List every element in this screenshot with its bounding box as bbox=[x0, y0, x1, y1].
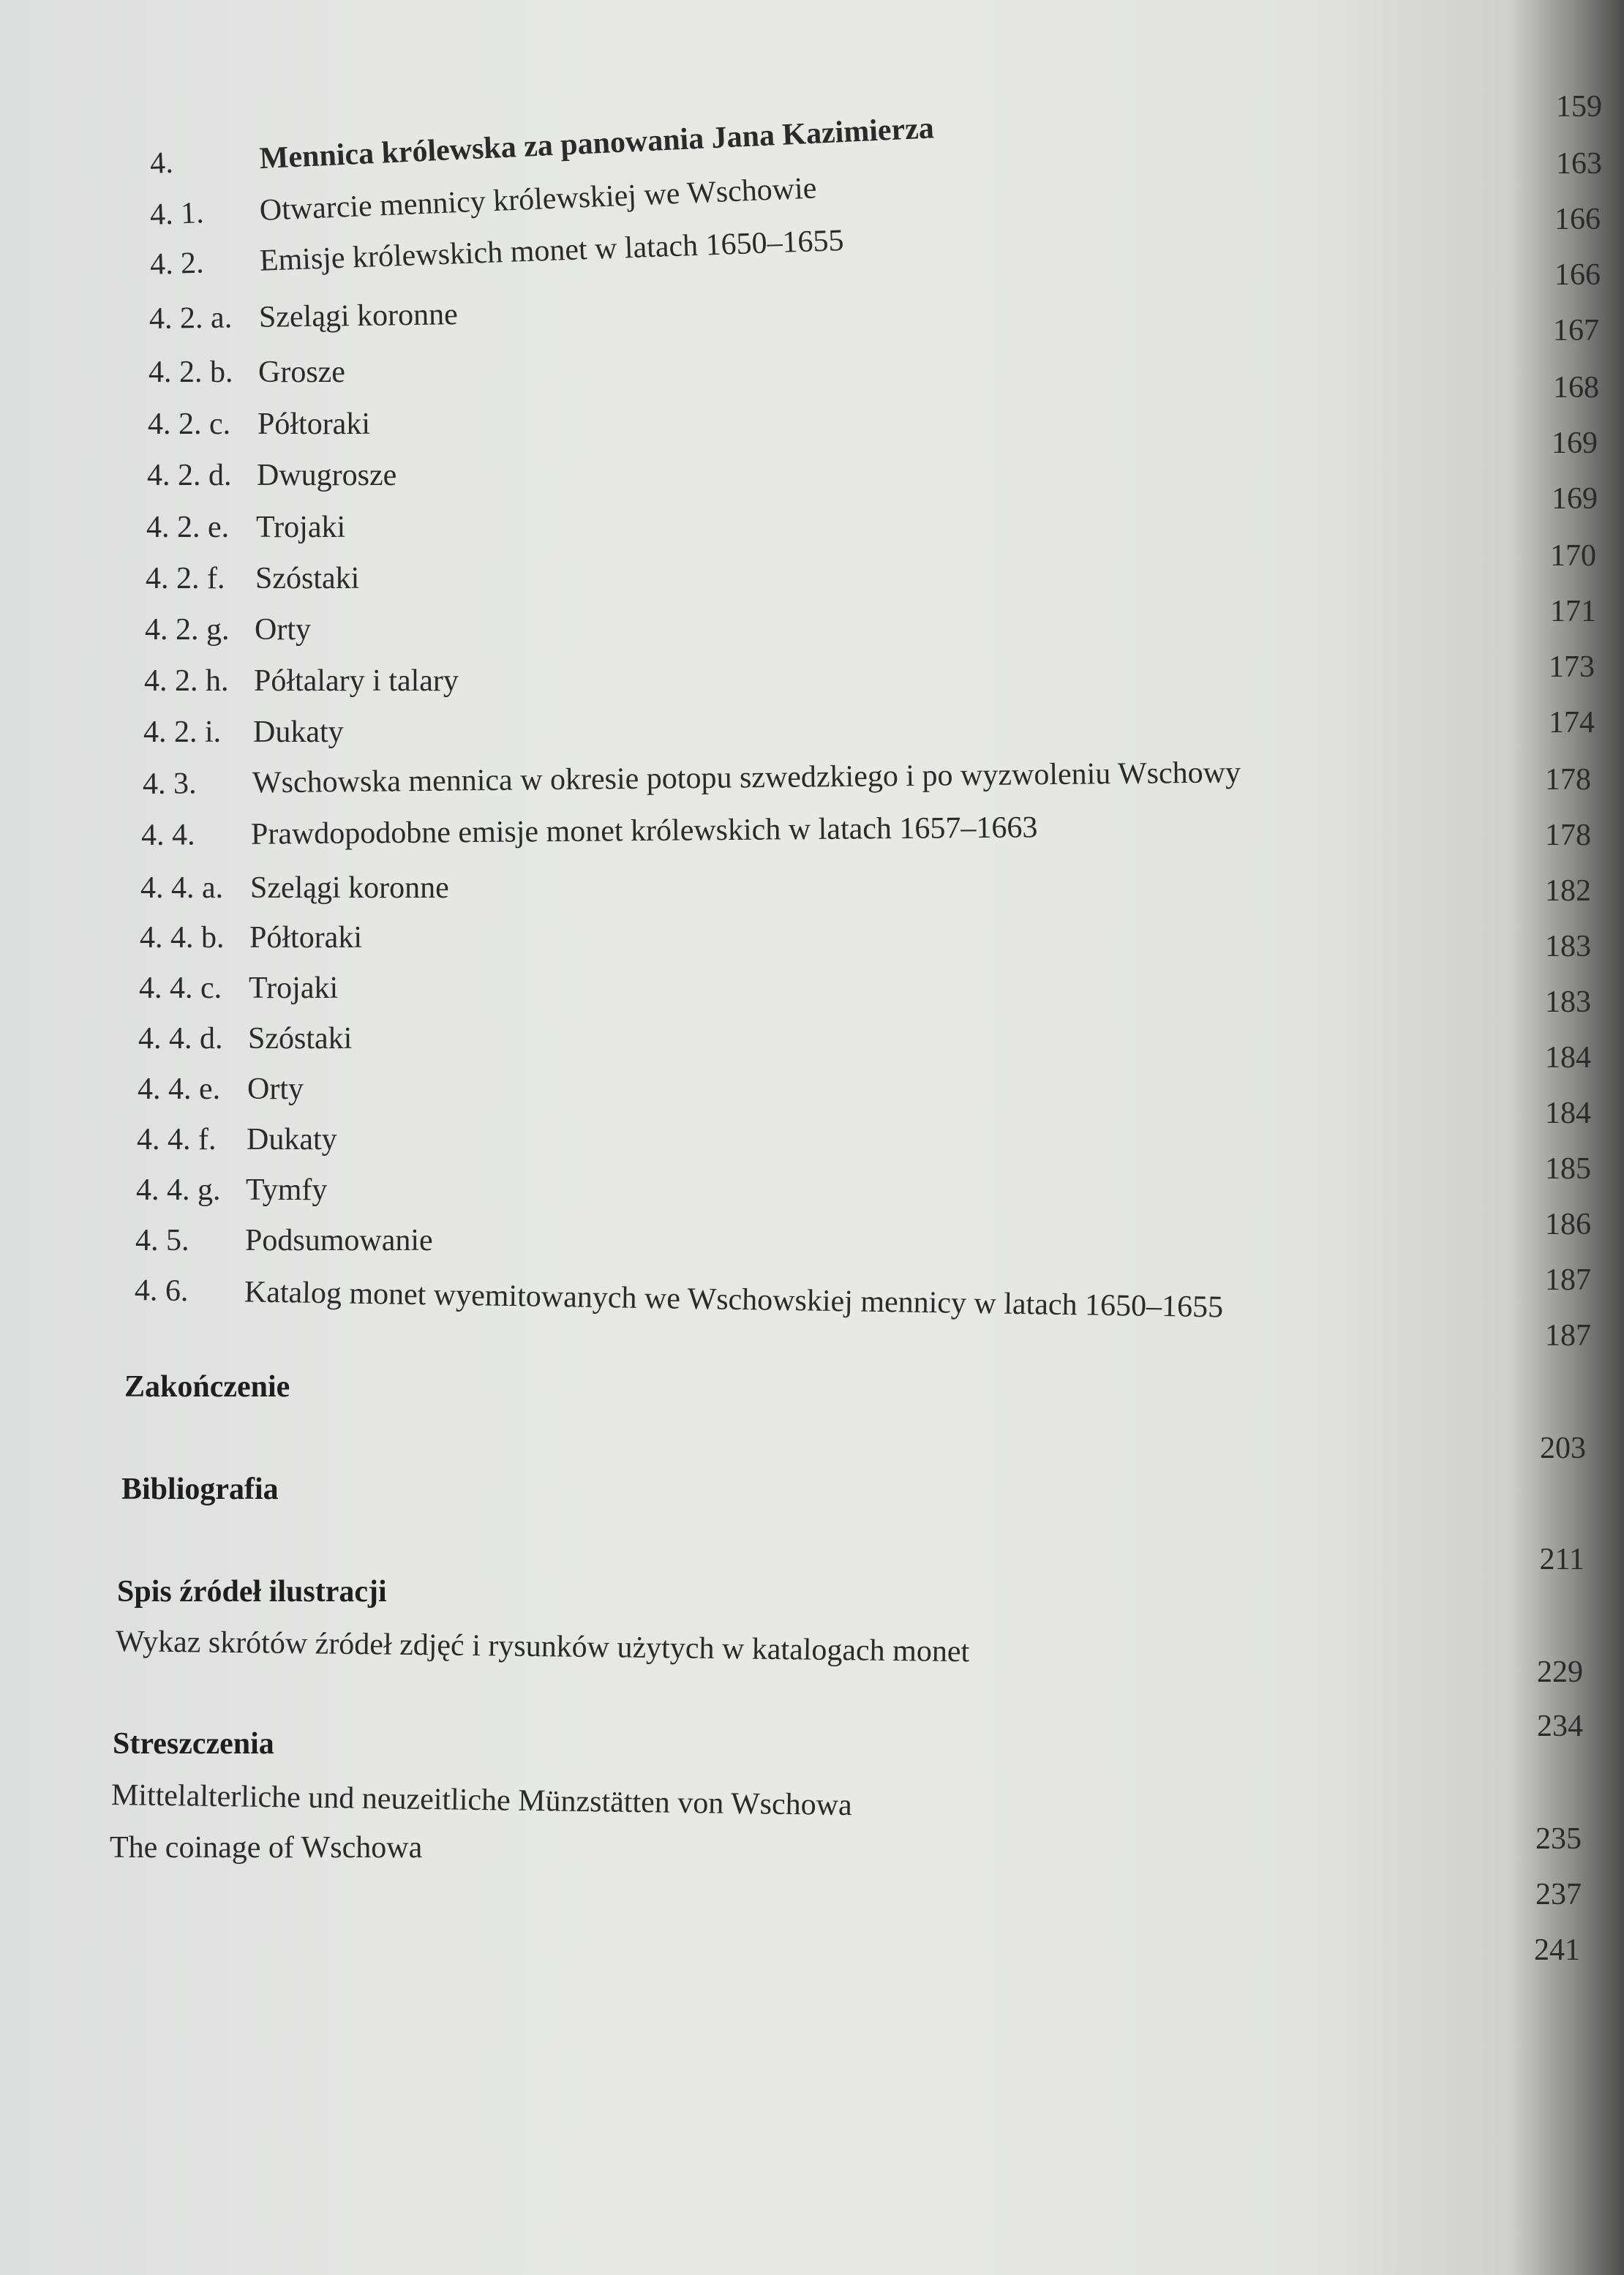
page-number: 159 bbox=[1556, 90, 1602, 124]
page-number: 184 bbox=[1545, 1041, 1591, 1075]
page-number: 241 bbox=[1534, 1933, 1580, 1967]
toc-entry bbox=[149, 223, 844, 282]
entry-title: Grosze bbox=[258, 356, 345, 389]
page-number: 185 bbox=[1545, 1152, 1591, 1186]
section-heading: Spis źródeł ilustracji bbox=[117, 1575, 387, 1609]
page-number: 178 bbox=[1545, 763, 1591, 797]
section-subentry: Mittelalterliche und neuzeitliche Münzstätten von Wschowa bbox=[110, 1778, 852, 1823]
toc-entry bbox=[137, 1122, 337, 1157]
entry-number: 4. 4. e. bbox=[138, 1072, 221, 1106]
entry-title: Trojaki bbox=[256, 511, 346, 544]
toc-entry bbox=[140, 920, 362, 955]
entry-number: 4. bbox=[149, 146, 174, 181]
toc-entry bbox=[147, 458, 396, 493]
page-number: 178 bbox=[1545, 819, 1591, 852]
entry-number: 4. 4. f. bbox=[137, 1123, 217, 1157]
page-number: 163 bbox=[1556, 147, 1602, 181]
page-number: 169 bbox=[1552, 482, 1598, 516]
section-subentry: The coinage of Wschowa bbox=[110, 1831, 423, 1865]
entry-title: Półtoraki bbox=[257, 407, 370, 441]
toc-entry bbox=[149, 110, 935, 181]
page-number: 166 bbox=[1555, 203, 1601, 236]
entry-title: Szóstaki bbox=[255, 562, 360, 595]
toc-entry bbox=[149, 297, 458, 336]
toc-entry bbox=[141, 810, 1038, 853]
page-number: 187 bbox=[1545, 1319, 1591, 1353]
toc-entry bbox=[148, 407, 370, 442]
toc-entry bbox=[139, 971, 338, 1006]
entry-title: Orty bbox=[247, 1072, 304, 1106]
entry-title: Szelągi koronne bbox=[258, 298, 459, 334]
page-number: 182 bbox=[1545, 874, 1591, 908]
entry-number: 4. 2. d. bbox=[147, 459, 232, 492]
entry-number: 4. 6. bbox=[134, 1274, 189, 1309]
entry-number: 4. 4. b. bbox=[140, 921, 225, 955]
entry-number: 4. 5. bbox=[135, 1224, 189, 1257]
section-subentry: Wykaz skrótów źródeł zdjęć i rysunków użytych w katalogach monet bbox=[115, 1625, 970, 1669]
entry-number: 4. 2. h. bbox=[144, 664, 229, 698]
entry-title: Katalog monet wyemitowanych we Wschowskiej mennicy w latach 1650–1655 bbox=[244, 1275, 1224, 1325]
entry-number: 4. 2. i. bbox=[143, 715, 222, 749]
toc-entry bbox=[135, 1273, 1224, 1325]
toc-entry bbox=[143, 755, 1241, 802]
entry-number: 4. 2. f. bbox=[146, 562, 225, 595]
entry-title: Szelągi koronne bbox=[250, 871, 449, 905]
entry-title: Otwarcie mennicy królewskiej we Wschowie bbox=[258, 171, 818, 228]
toc-entry bbox=[145, 612, 311, 647]
toc-entry bbox=[146, 510, 345, 545]
page-number: 211 bbox=[1539, 1543, 1584, 1576]
page-number: 203 bbox=[1540, 1432, 1586, 1465]
section-heading: Streszczenia bbox=[113, 1727, 274, 1761]
toc-entry bbox=[143, 715, 344, 750]
entry-title: Trojaki bbox=[249, 971, 339, 1005]
page-number: 174 bbox=[1549, 706, 1595, 740]
toc-entry bbox=[144, 663, 459, 699]
entry-title: Tymfy bbox=[246, 1173, 328, 1207]
toc-entry bbox=[138, 1021, 352, 1056]
entry-title: Orty bbox=[255, 613, 311, 647]
entry-title: Dwugrosze bbox=[257, 459, 397, 492]
entry-number: 4. 3. bbox=[142, 767, 197, 801]
toc-entry bbox=[138, 1072, 304, 1107]
page-number: 170 bbox=[1550, 539, 1596, 573]
entry-number: 4. 4. bbox=[140, 818, 195, 852]
entry-number: 4. 4. a. bbox=[140, 871, 224, 905]
entry-title: Dukaty bbox=[247, 1123, 337, 1157]
entry-number: 4. 2. g. bbox=[145, 613, 230, 647]
page-number: 186 bbox=[1545, 1208, 1591, 1241]
entry-number: 4. 2. c. bbox=[148, 407, 231, 441]
entry-title: Emisje królewskich monet w latach 1650–1655 bbox=[259, 223, 845, 278]
toc-entry bbox=[146, 561, 359, 596]
page-number: 171 bbox=[1550, 595, 1596, 628]
toc-entry bbox=[149, 355, 345, 390]
page-number: 166 bbox=[1555, 258, 1601, 292]
page-number: 234 bbox=[1537, 1710, 1583, 1743]
entry-number: 4. 4. g. bbox=[136, 1173, 221, 1207]
toc-entry bbox=[136, 1173, 327, 1208]
entry-title: Półtalary i talary bbox=[254, 664, 459, 698]
entry-number: 4. 2. e. bbox=[146, 511, 230, 544]
page-number: 237 bbox=[1535, 1878, 1582, 1911]
entry-number: 4. 2. a. bbox=[149, 301, 233, 336]
entry-title: Półtoraki bbox=[249, 921, 362, 955]
page-number: 173 bbox=[1549, 650, 1595, 684]
entry-title: Prawdopodobne emisje monet królewskich w latach 1657–1663 bbox=[250, 811, 1038, 851]
page-number: 183 bbox=[1545, 930, 1591, 963]
section-heading: Bibliografia bbox=[121, 1473, 279, 1506]
entry-title: Mennica królewska za panowania Jana Kazimierza bbox=[258, 111, 935, 176]
page-number: 184 bbox=[1545, 1097, 1591, 1130]
entry-number: 4. 2. b. bbox=[149, 356, 233, 389]
entry-number: 4. 1. bbox=[149, 196, 205, 232]
entry-number: 4. 4. d. bbox=[138, 1022, 223, 1056]
page-number: 183 bbox=[1545, 985, 1591, 1019]
page-number: 168 bbox=[1553, 371, 1599, 405]
page-number: 187 bbox=[1545, 1263, 1591, 1297]
page-number: 169 bbox=[1552, 426, 1598, 460]
entry-title: Wschowska mennica w okresie potopu szwedzkiego i po wyzwoleniu Wschowy bbox=[252, 756, 1241, 800]
toc-entry bbox=[149, 170, 817, 233]
entry-title: Dukaty bbox=[253, 715, 344, 749]
toc-entry bbox=[140, 870, 449, 906]
toc-entry bbox=[135, 1223, 433, 1258]
page-number: 167 bbox=[1553, 314, 1599, 347]
entry-number: 4. 2. bbox=[149, 246, 205, 282]
section-heading: Zakończenie bbox=[124, 1370, 290, 1404]
page-number: 235 bbox=[1535, 1822, 1582, 1856]
entry-number: 4. 4. c. bbox=[139, 971, 222, 1005]
entry-title: Podsumowanie bbox=[245, 1224, 433, 1257]
entry-title: Szóstaki bbox=[248, 1022, 353, 1056]
page-number: 229 bbox=[1537, 1655, 1583, 1689]
